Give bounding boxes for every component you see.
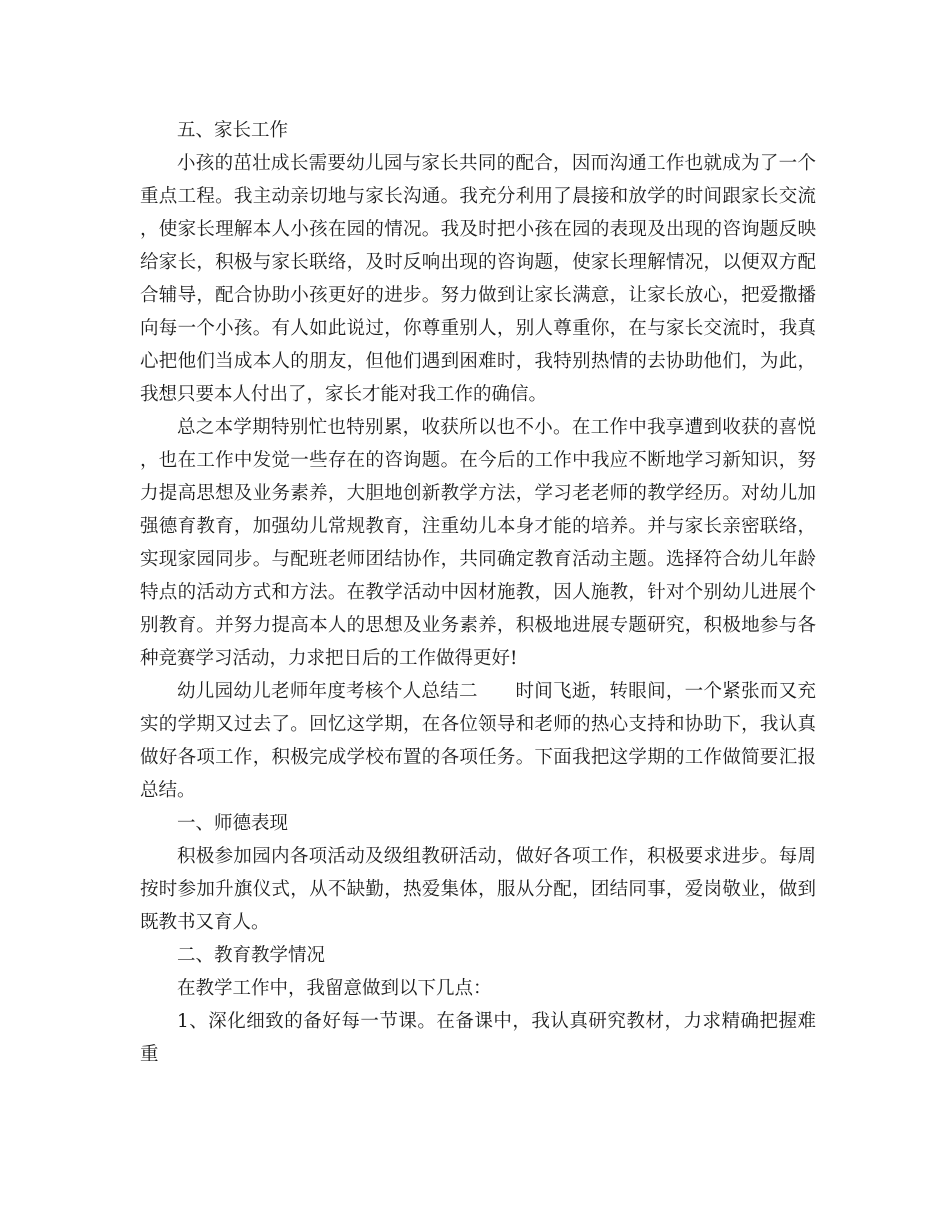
paragraph-parent-communication: 小孩的茁壮成长需要幼儿园与家长共同的配合，因而沟通工作也就成为了一个重点工程。我主动亲切地与家长沟通。我充分利用了晨接和放学的时间跟家长交流，使家长理解本人小孩在园的情况。我及时把小孩在园的表现及出现的咨询题反映给家长，积极与家长联络，及时反响出现的咨询题，使家长理解情况，以便双方配合辅导，配合协助小孩更好的进步。努力做到让家长满意，让家长放心，把爱撒播向每一个小孩。有人如此说过，你尊重别人，别人尊重你，在与家长交流时，我真心把他们当成本人的朋友，但他们遇到困难时，我特别热情的去协助他们，为此，我想只要本人付出了，家长才能对我工作的确信。 [140, 153, 816, 405]
paragraph-teaching-intro: 在教学工作中，我留意做到以下几点： [177, 978, 492, 999]
section-heading-parent-work: 五、家长工作 [177, 120, 289, 141]
paragraph-semester-summary: 总之本学期特别忙也特别累，收获所以也不小。在工作中我享遭到收获的喜悦，也在工作中发觉一些存在的咨询题。在今后的工作中我应不断地学习新知识，努力提高思想及业务素养，大胆地创新教学方法，学习老老师的教学经历。对幼儿加强德育教育，加强幼儿常规教育，注重幼儿本身才能的培养。并与家长亲密联络，实现家园同步。与配班老师团结协作，共同确定教育活动主题。选择符合幼儿年龄特点的活动方式和方法。在教学活动中因材施教，因人施教，针对个别幼儿进展个别教育。并努力提高本人的思想及业务素养，积极地进展专题研究，积极地参与各种竞赛学习活动，力求把日后的工作做得更好! [140, 417, 816, 669]
paragraph-lesson-prep: 1、深化细致的备好每一节课。在备课中，我认真研究教材，力求精确把握难重 [140, 1011, 816, 1065]
paragraph-annual-review-intro: 幼儿园幼儿老师年度考核个人总结二 时间飞逝，转眼间，一个紧张而又充实的学期又过去了。回忆这学期，在各位领导和老师的热心支持和协助下，我认真做好各项工作，积极完成学校布置的各项任务。下面我把这学期的工作做简要汇报总结。 [140, 681, 816, 801]
paragraph-ethics-detail: 积极参加园内各项活动及级组教研活动，做好各项工作，积极要求进步。每周按时参加升旗仪式，从不缺勤，热爱集体，服从分配，团结同事，爱岗敬业，做到既教书又育人。 [140, 846, 816, 933]
document-body [140, 114, 816, 1071]
section-heading-teaching: 二、教育教学情况 [177, 945, 326, 966]
section-heading-teacher-ethics: 一、师德表现 [177, 813, 289, 834]
